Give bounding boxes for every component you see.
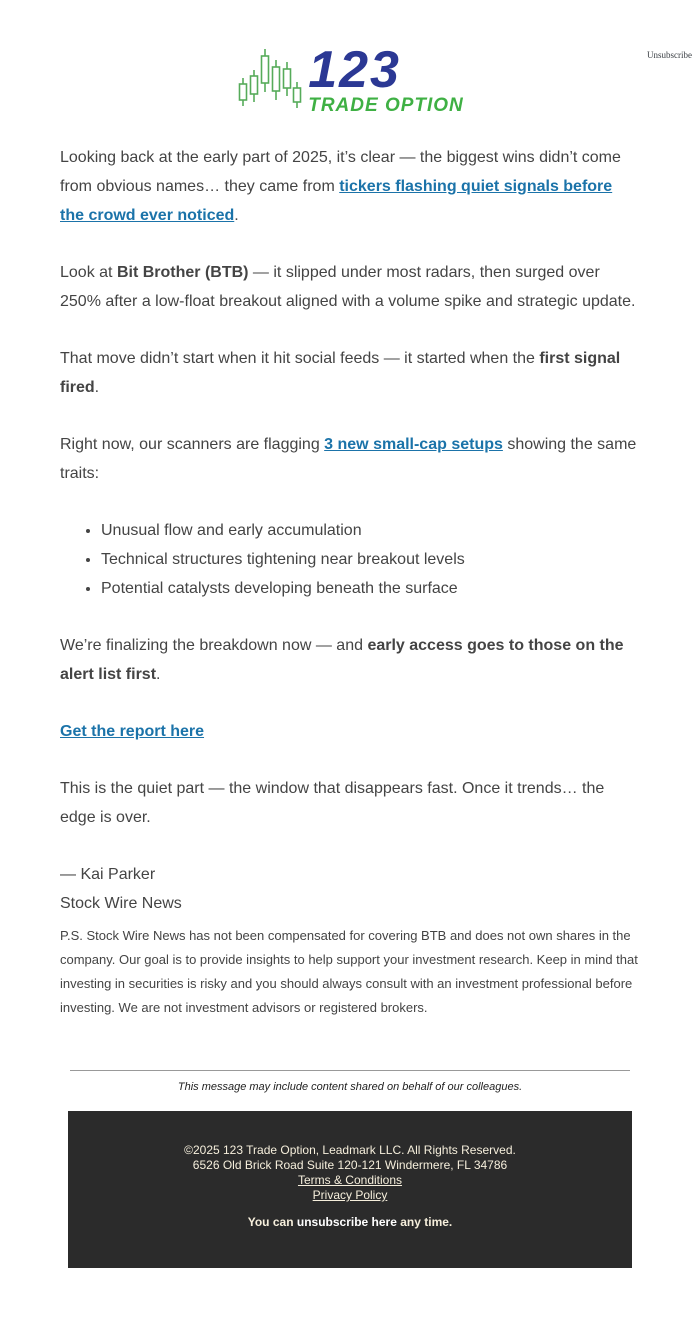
scanners-pre-text: Right now, our scanners are flagging	[60, 436, 325, 453]
report-link-paragraph	[60, 717, 640, 746]
quiet-signals-link[interactable]: tickers flashing quiet signals before the crowd ever noticed	[60, 178, 613, 224]
terms-link[interactable]: Terms & Conditions	[297, 1173, 403, 1187]
footer-address: 6526 Old Brick Road Suite 120-121 Windermere, FL 34786	[192, 1158, 508, 1172]
btb-post-text: — it slipped under most radars, then surged over 250% after a low-float breakout aligned with a volume spike and strategic update.	[60, 264, 636, 310]
early-access-period: .	[156, 666, 161, 683]
signature-company: Stock Wire News	[60, 895, 182, 912]
btb-paragraph	[60, 258, 640, 316]
signal-paragraph	[60, 344, 640, 402]
btb-pre-text: Look at	[60, 264, 117, 281]
early-access-bold-text: early access goes to those on the alert list first	[60, 637, 624, 683]
email-body	[60, 143, 640, 1020]
list-item: • Technical structures tightening near breakout levels	[101, 545, 640, 574]
list-item: • Potential catalysts developing beneath the surface	[101, 574, 640, 603]
signal-bold-text: first signal fired	[60, 350, 621, 396]
ps-disclaimer: P.S. Stock Wire News has not been compensated for covering BTB and does not own shares in the company. Our goal is to provide insights to help support your investment research. Keep in mind that investing in securities is risky and you should always consult with an investment professional before investing. We are not investment advisors or registered brokers.	[60, 928, 638, 1015]
logo-number-text: 123	[308, 40, 401, 99]
privacy-link[interactable]: Privacy Policy	[312, 1188, 388, 1202]
scanners-post-text: showing the same traits:	[60, 436, 637, 482]
small-cap-setups-link[interactable]: 3 new small-cap setups	[324, 436, 503, 453]
early-access-pre-text: We’re finalizing the breakdown now — and	[60, 637, 368, 654]
top-unsubscribe-link[interactable]: Unsubscribe	[647, 50, 692, 60]
footer-copyright: ©2025 123 Trade Option, Leadmark LLC. All Rights Reserved.	[184, 1143, 516, 1157]
candlestick-chart-icon	[236, 46, 302, 117]
get-report-link[interactable]: Get the report here	[60, 723, 205, 740]
intro-paragraph	[60, 143, 640, 230]
scanners-paragraph	[60, 430, 640, 488]
brand-logo	[0, 40, 700, 117]
unsubscribe-post-text: any time.	[396, 1215, 453, 1229]
footer-divider	[70, 1070, 630, 1071]
signature-name: — Kai Parker	[60, 866, 156, 883]
signature-block	[60, 860, 640, 918]
footer-unsubscribe-link[interactable]: unsubscribe here	[296, 1215, 397, 1229]
early-access-paragraph	[60, 631, 640, 689]
footer-block	[68, 1111, 632, 1268]
unsubscribe-pre-text: You can	[247, 1215, 297, 1229]
footer-unsubscribe-line	[88, 1215, 612, 1230]
quiet-part-paragraph: This is the quiet part — the window that disappears fast. Once it trends… the edge is over.	[60, 780, 605, 826]
signal-period: .	[94, 379, 100, 396]
signal-pre-text: That move didn’t start when it hit social feeds — it started when the	[60, 350, 540, 367]
intro-text: Looking back at the early part of 2025, it’s clear — the biggest wins didn’t come from obvious names… they came from	[60, 149, 621, 195]
intro-period: .	[234, 207, 239, 224]
traits-list	[60, 516, 640, 603]
btb-bold-text: Bit Brother (BTB)	[116, 264, 249, 281]
list-item: • Unusual flow and early accumulation	[101, 516, 640, 545]
logo-name-text: TRADE OPTION	[308, 95, 464, 117]
colleagues-note: This message may include content shared on behalf of our colleagues.	[177, 1081, 523, 1093]
